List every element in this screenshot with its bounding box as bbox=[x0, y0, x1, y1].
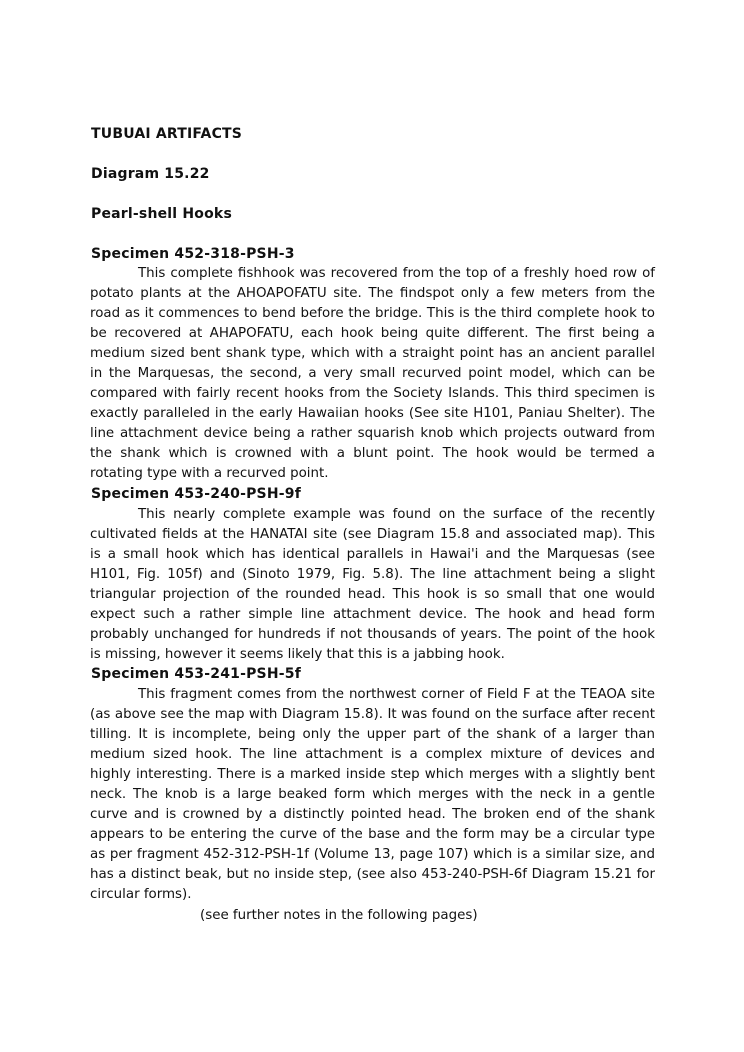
subject-heading: Pearl-shell Hooks bbox=[91, 206, 232, 222]
specimen-3-title: Specimen 453-241-PSH-5f bbox=[91, 666, 301, 682]
diagram-label: Diagram 15.22 bbox=[91, 166, 210, 182]
specimen-2-description: This nearly complete example was found on the surface of the recently cultivated fields at the HANATAI site (see Diagram 15.8 and associated map). This is a small hook which has identical parallels in Hawai'i and the Marquesas (see H101, Fig. 105f) and (Sinoto 1979, Fig. 5.8). The line attachment being a slight triangular projection of the rounded head. This hook is so small that one would expect such a rather simple line attachment device. The hook and head form probably unchanged for hundreds if not thousands of years. The point of the hook is missing, however it seems likely that this is a jabbing hook. bbox=[90, 507, 655, 662]
footer-note: (see further notes in the following pages) bbox=[200, 908, 478, 923]
document-title: TUBUAI ARTIFACTS bbox=[91, 126, 243, 142]
specimen-3-description: This fragment comes from the northwest corner of Field F at the TEAOA site (as above see the map with Diagram 15.8). It was found on the surface after recent tilling. It is incomplete, being only the upper part of the shank of a larger than medium sized hook. The line attachment is a complex mixture of devices and highly interesting. There is a marked inside step which merges with a slightly bent neck. The knob is a large beaked form which merges with the neck in a gentle curve and is crowned by a distinctly pointed head. The broken end of the shank appears to be entering the curve of the base and the form may be a circular type as per fragment 452-312-PSH-1f (Volume 13, page 107) which is a similar size, and has a distinct beak, but no inside step, (see also 453-240-PSH-6f Diagram 15.21 for circular forms). bbox=[90, 687, 655, 902]
specimen-1-description: This complete fishhook was recovered from the top of a freshly hoed row of potato plants at the AHOAPOFATU site. The findspot only a few meters from the road as it commences to bend before the bridge. This is the third complete hook to be recovered at AHAPOFATU, each hook being quite different. The first being a medium sized bent shank type, which with a straight point has an ancient parallel in the Marquesas, the second, a very small recurved point model, which can be compared with fairly recent hooks from the Society Islands. This third specimen is exactly paralleled in the early Hawaiian hooks (See site H101, Paniau Shelter). The line attachment device being a rather squarish knob which projects outward from the shank which is crowned with a blunt point. The hook would be termed a rotating type with a recurved point. bbox=[90, 266, 655, 481]
specimen-2-title: Specimen 453-240-PSH-9f bbox=[91, 486, 301, 502]
specimen-1-title: Specimen 452-318-PSH-3 bbox=[91, 246, 295, 262]
